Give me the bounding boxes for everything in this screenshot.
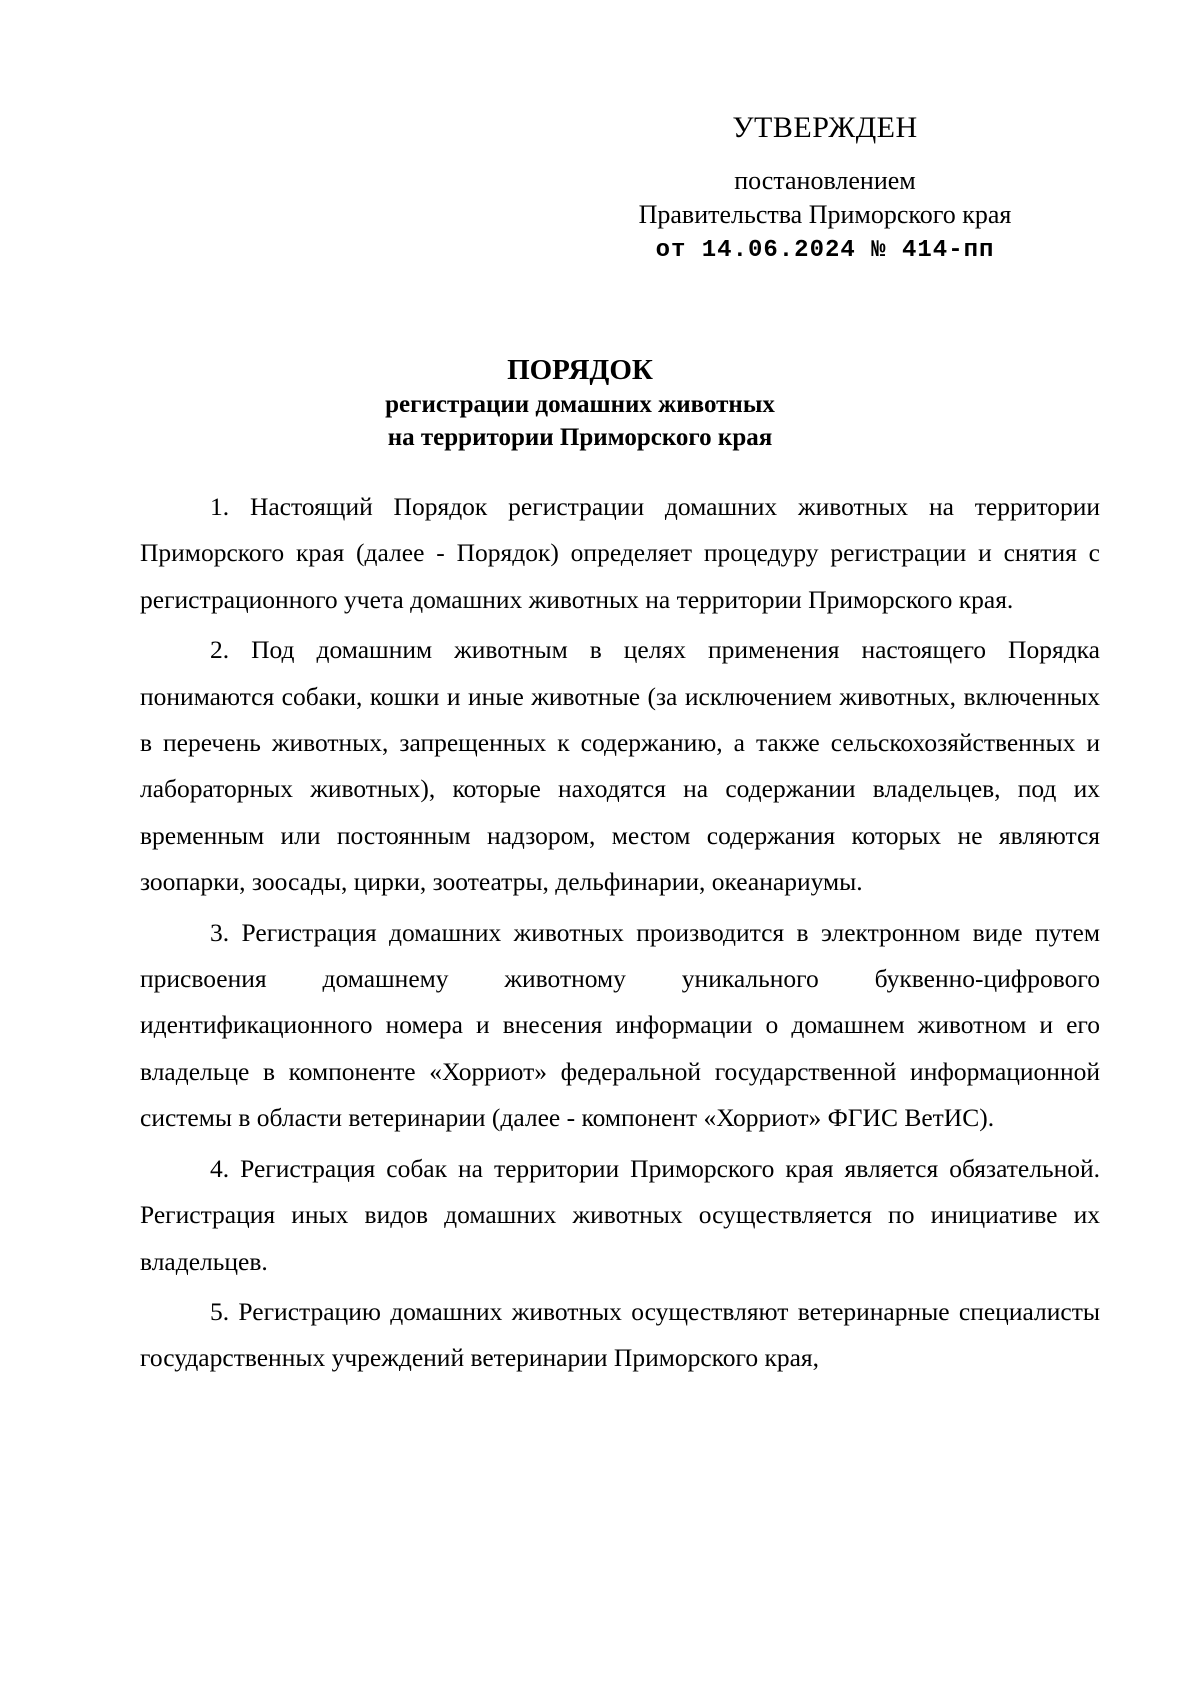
document-header xyxy=(130,352,1030,454)
paragraph-5: 5. Регистрацию домашних животных осуществляют ветеринарные специалисты государственных учреждений ветеринарии Приморского края, xyxy=(140,1296,1100,1373)
paragraph-1: 1. Настоящий Порядок регистрации домашних животных на территории Приморского края (далее - Порядок) определяет процедуру регистрации и снятия с регистрационного учета домашних животных на территории Приморского края. xyxy=(140,492,1100,614)
paragraph-2: 2. Под домашним животным в целях применения настоящего Порядка понимаются собаки, кошки и иные животные (за исключением животных, включенных в перечень животных, запрещенных к содержанию, а также сельскохозяйственных и лабораторных животных), которые находятся на содержании владельцев, под их временным или постоянным надзором, местом содержания которых не являются зоопарки, зоосады, цирки, зоотеатры, дельфинарии, океанариумы. xyxy=(140,635,1100,897)
paragraph-4: 4. Регистрация собак на территории Приморского края является обязательной. Регистрация иных видов домашних животных осуществляется по инициативе их владельцев. xyxy=(140,1153,1100,1276)
document-body xyxy=(140,484,1100,1382)
approval-resolution-line: постановлением xyxy=(734,166,916,195)
document-subtitle-line-1: регистрации домашних животных xyxy=(385,391,775,418)
approval-title: УТВЕРЖДЕН xyxy=(732,111,918,144)
paragraph-3: 3. Регистрация домашних животных производится в электронном виде путем присвоения домашнему животному уникального буквенно-цифрового идентификационного номера и внесения информации о домашнем животном и его владельце в компоненте «Хорриот» федеральной государственной информационной системы в области ветеринарии (далее - компонент «Хорриот» ФГИС ВетИС). xyxy=(140,917,1100,1133)
approval-government-line: Правительства Приморского края xyxy=(638,200,1012,229)
document-title: ПОРЯДОК xyxy=(507,354,653,386)
document-subtitle-line-2: на территории Приморского края xyxy=(387,424,773,451)
approval-date-number-stamp: от 14.06.2024 № 414-пп xyxy=(655,237,995,264)
